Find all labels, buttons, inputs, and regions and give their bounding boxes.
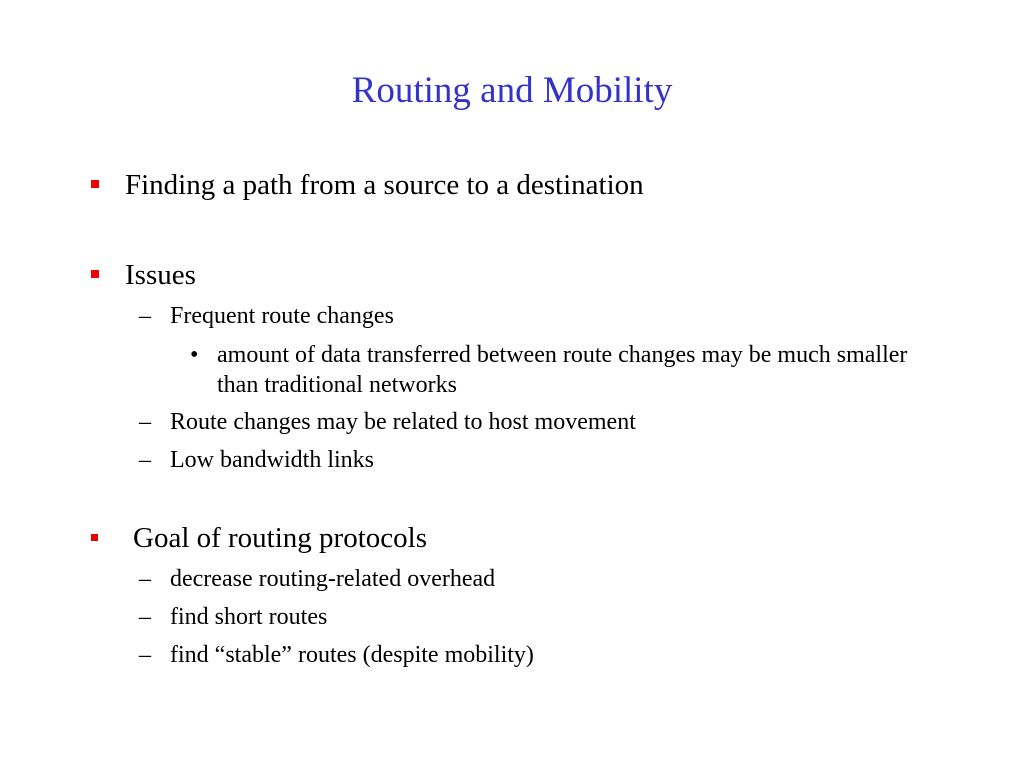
sub-item-text: find “stable” routes (despite mobility) xyxy=(170,642,534,668)
sub-sub-item-text: amount of data transferred between route changes may be much smaller than traditional networks xyxy=(217,342,908,398)
bullet-square-icon xyxy=(91,534,98,541)
sub-item-text: Route changes may be related to host movement xyxy=(170,409,636,435)
sub-item xyxy=(139,640,999,670)
bullet-item xyxy=(0,168,1024,204)
bullet-item xyxy=(0,258,1024,294)
slide-title: Routing and Mobility xyxy=(351,70,673,111)
dash-marker: – xyxy=(139,566,151,592)
bullet-text: Issues xyxy=(125,259,196,291)
dash-marker: – xyxy=(139,409,151,435)
sub-item xyxy=(139,407,999,437)
dash-marker: – xyxy=(139,642,151,668)
sub-item-text: Low bandwidth links xyxy=(170,447,374,473)
dash-marker: – xyxy=(139,604,151,630)
bullet-text: Goal of routing protocols xyxy=(133,522,427,554)
sub-item xyxy=(139,564,999,594)
bullet-text: Finding a path from a source to a destination xyxy=(125,169,644,201)
bullet-square-icon xyxy=(91,270,99,278)
dash-marker: – xyxy=(139,303,151,329)
dot-marker: • xyxy=(190,342,199,368)
bullet-square-icon xyxy=(91,180,99,188)
sub-item-text: find short routes xyxy=(170,604,328,630)
sub-item-text: Frequent route changes xyxy=(170,303,394,329)
dash-marker: – xyxy=(139,447,151,473)
sub-item-text: decrease routing-related overhead xyxy=(170,566,496,592)
sub-item xyxy=(139,602,999,632)
sub-item xyxy=(139,445,999,475)
sub-sub-item xyxy=(190,340,950,402)
bullet-item xyxy=(0,521,1024,557)
sub-item xyxy=(139,301,999,331)
